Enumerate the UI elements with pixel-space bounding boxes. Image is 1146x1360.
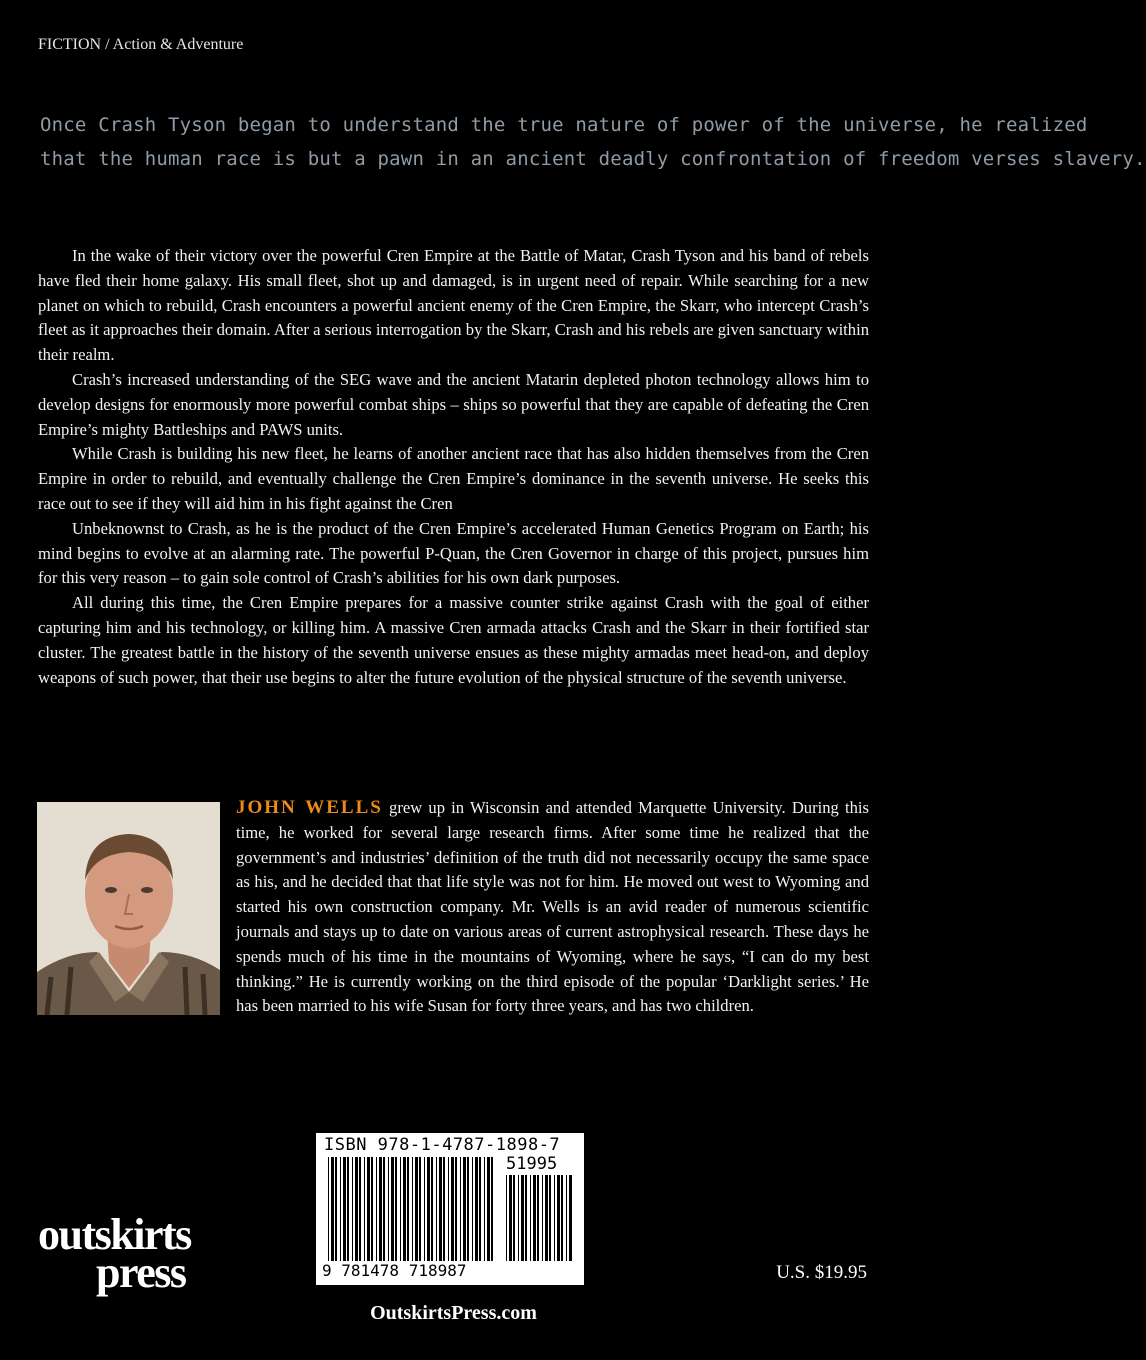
barcode-bar (513, 1175, 515, 1261)
barcode-bar (415, 1157, 418, 1261)
barcode-bar (343, 1157, 346, 1261)
barcode-bar (400, 1157, 401, 1261)
publisher-logo-line-2: press (96, 1248, 186, 1297)
barcode-bar (467, 1157, 469, 1261)
barcode-bar (569, 1175, 572, 1261)
author-bio-text: grew up in Wisconsin and attended Marquette University. During this time, he worked for several large research firms. After some time he realized that the government’s and industries’ definition of the truth did not necessarily occupy the same space as his, and he decided that that life style was not for him. He moved out west to Wyoming and started his own construction company. Mr. Wells is an avid reader of numerous scientific journals and stays up to date on various areas of current astrophysical research. These days he spends much of his time in the mountains of Wyoming, where he says, “I can do my best thinking.” He is currently working on the third episode of the popular ‘Darklight series.’ He has been married to his wife Susan for forty three years, and has two children. (236, 798, 870, 1016)
barcode-bar (328, 1157, 329, 1261)
barcode-bar (391, 1157, 394, 1261)
barcode-bar (455, 1157, 457, 1261)
barcode-bar (566, 1175, 567, 1261)
barcode-bar (383, 1157, 385, 1261)
barcode-addon-bars-icon (506, 1175, 574, 1261)
barcode-bar (448, 1157, 449, 1261)
barcode-bar (364, 1157, 365, 1261)
barcode-bar (403, 1157, 406, 1261)
publisher-website: OutskirtsPress.com (370, 1302, 537, 1324)
barcode-bar (352, 1157, 353, 1261)
barcode-bar (427, 1157, 430, 1261)
barcode-bar (509, 1175, 512, 1261)
barcode-bar (506, 1175, 507, 1261)
author-name: JOHN WELLS (236, 797, 383, 818)
barcode-bar (407, 1157, 409, 1261)
barcode-bar (359, 1157, 361, 1261)
barcode-bar (472, 1157, 473, 1261)
author-photo (37, 802, 220, 1015)
barcode-bar (484, 1157, 485, 1261)
barcode-bar (395, 1157, 397, 1261)
barcode-bar (487, 1157, 490, 1261)
barcode-bar (491, 1157, 493, 1261)
barcode-bar (335, 1157, 337, 1261)
tagline-line-2: that the human race is but a pawn in an ancient deadly confrontation of freedom verses slavery. (40, 148, 1146, 170)
genre-category: FICTION / Action & Adventure (38, 36, 244, 53)
barcode-bar (443, 1157, 445, 1261)
barcode-bar (525, 1175, 527, 1261)
price-code: 51995 (506, 1154, 558, 1174)
author-portrait-icon (37, 802, 220, 1015)
blurb-paragraph-4: Unbeknownst to Crash, as he is the product of the Cren Empire’s accelerated Human Genetics Program on Earth; his mind begins to evolve at an alarming rate. The powerful P-Quan, the Cren Governor in charge of this project, pursues him for this very reason – to gain sole control of Crash’s abilities for his own dark purposes. (38, 518, 869, 588)
tagline (40, 108, 1146, 176)
barcode-bar (419, 1157, 421, 1261)
blurb-paragraph-2: Crash’s increased understanding of the SEG wave and the ancient Matarin depleted photon technology allows him to develop designs for enormously more powerful combat ships – ships so powerful that they are capable of defeating the Cren Empire’s mighty Battleships and PAWS units. (38, 369, 869, 439)
blurb-paragraph-1: In the wake of their victory over the powerful Cren Empire at the Battle of Matar, Crash Tyson and his band of rebels have fled their home galaxy. His small fleet, shot up and damaged, is in urgent need of repair. While searching for a new planet on which to rebuild, Crash encounters a powerful ancient enemy of the Cren Empire, the Skarr, who intercept Crash’s fleet as it approaches their domain. After a serious interrogation by the Skarr, Crash and his rebels are given sanctuary within their realm. (38, 246, 869, 365)
barcode-bar (371, 1157, 373, 1261)
publisher-logo (38, 1210, 208, 1303)
barcode-bar (355, 1157, 358, 1261)
barcode-bar (530, 1175, 531, 1261)
retail-price: U.S. $19.95 (776, 1262, 867, 1283)
blurb-paragraph-3: While Crash is building his new fleet, he learns of another ancient race that has also hidden themselves from the Cren Empire in order to rebuild, and eventually challenge the Cren Empire’s dominance in the seventh universe. He seeks this race out to see if they will aid him in his fight against the Cren (38, 444, 869, 513)
barcode-bar (475, 1157, 478, 1261)
barcode-bar (463, 1157, 466, 1261)
book-description (38, 244, 869, 690)
blurb-paragraph-5: All during this time, the Cren Empire prepares for a massive counter strike against Crash with the goal of either capturing him and his technology, or killing him. A massive Cren armada attacks Crash and the Skarr in their fortified star cluster. The greatest battle in the history of the seventh universe ensues as these mighty armadas meet head-on, and deploy weapons of such power, that their use begins to alter the future evolution of the physical structure of the seventh universe. (38, 593, 869, 687)
author-bio (236, 796, 869, 1019)
barcode-bar (521, 1175, 524, 1261)
barcode-bar (331, 1157, 334, 1261)
barcode-bar (379, 1157, 382, 1261)
barcode-bar (347, 1157, 349, 1261)
barcode-bar (549, 1175, 551, 1261)
publisher-logo-line-1: outskirts (38, 1210, 191, 1259)
barcode-bar (431, 1157, 433, 1261)
isbn-label: ISBN 978-1-4787-1898-7 (324, 1135, 561, 1155)
isbn-barcode (316, 1133, 584, 1285)
barcode-bar (388, 1157, 389, 1261)
barcode-bar (451, 1157, 454, 1261)
barcode-bar (518, 1175, 519, 1261)
barcode-bar (367, 1157, 370, 1261)
barcode-bar (479, 1157, 481, 1261)
barcode-bar (545, 1175, 548, 1261)
barcode-bar (561, 1175, 563, 1261)
barcode-bar (340, 1157, 341, 1261)
barcode-bar (424, 1157, 425, 1261)
barcode-bar (533, 1175, 536, 1261)
barcode-bar (439, 1157, 442, 1261)
barcode-bar (537, 1175, 539, 1261)
barcode-bar (557, 1175, 560, 1261)
barcode-digits: 9 781478 718987 (322, 1261, 467, 1280)
tagline-line-1: Once Crash Tyson began to understand the true nature of power of the universe, he realized (40, 114, 1088, 136)
barcode-bar (460, 1157, 461, 1261)
barcode-bar (376, 1157, 377, 1261)
barcode-bar (554, 1175, 555, 1261)
barcode-bar (436, 1157, 437, 1261)
barcode-bars-icon (328, 1157, 498, 1261)
barcode-bar (412, 1157, 413, 1261)
barcode-bar (542, 1175, 543, 1261)
